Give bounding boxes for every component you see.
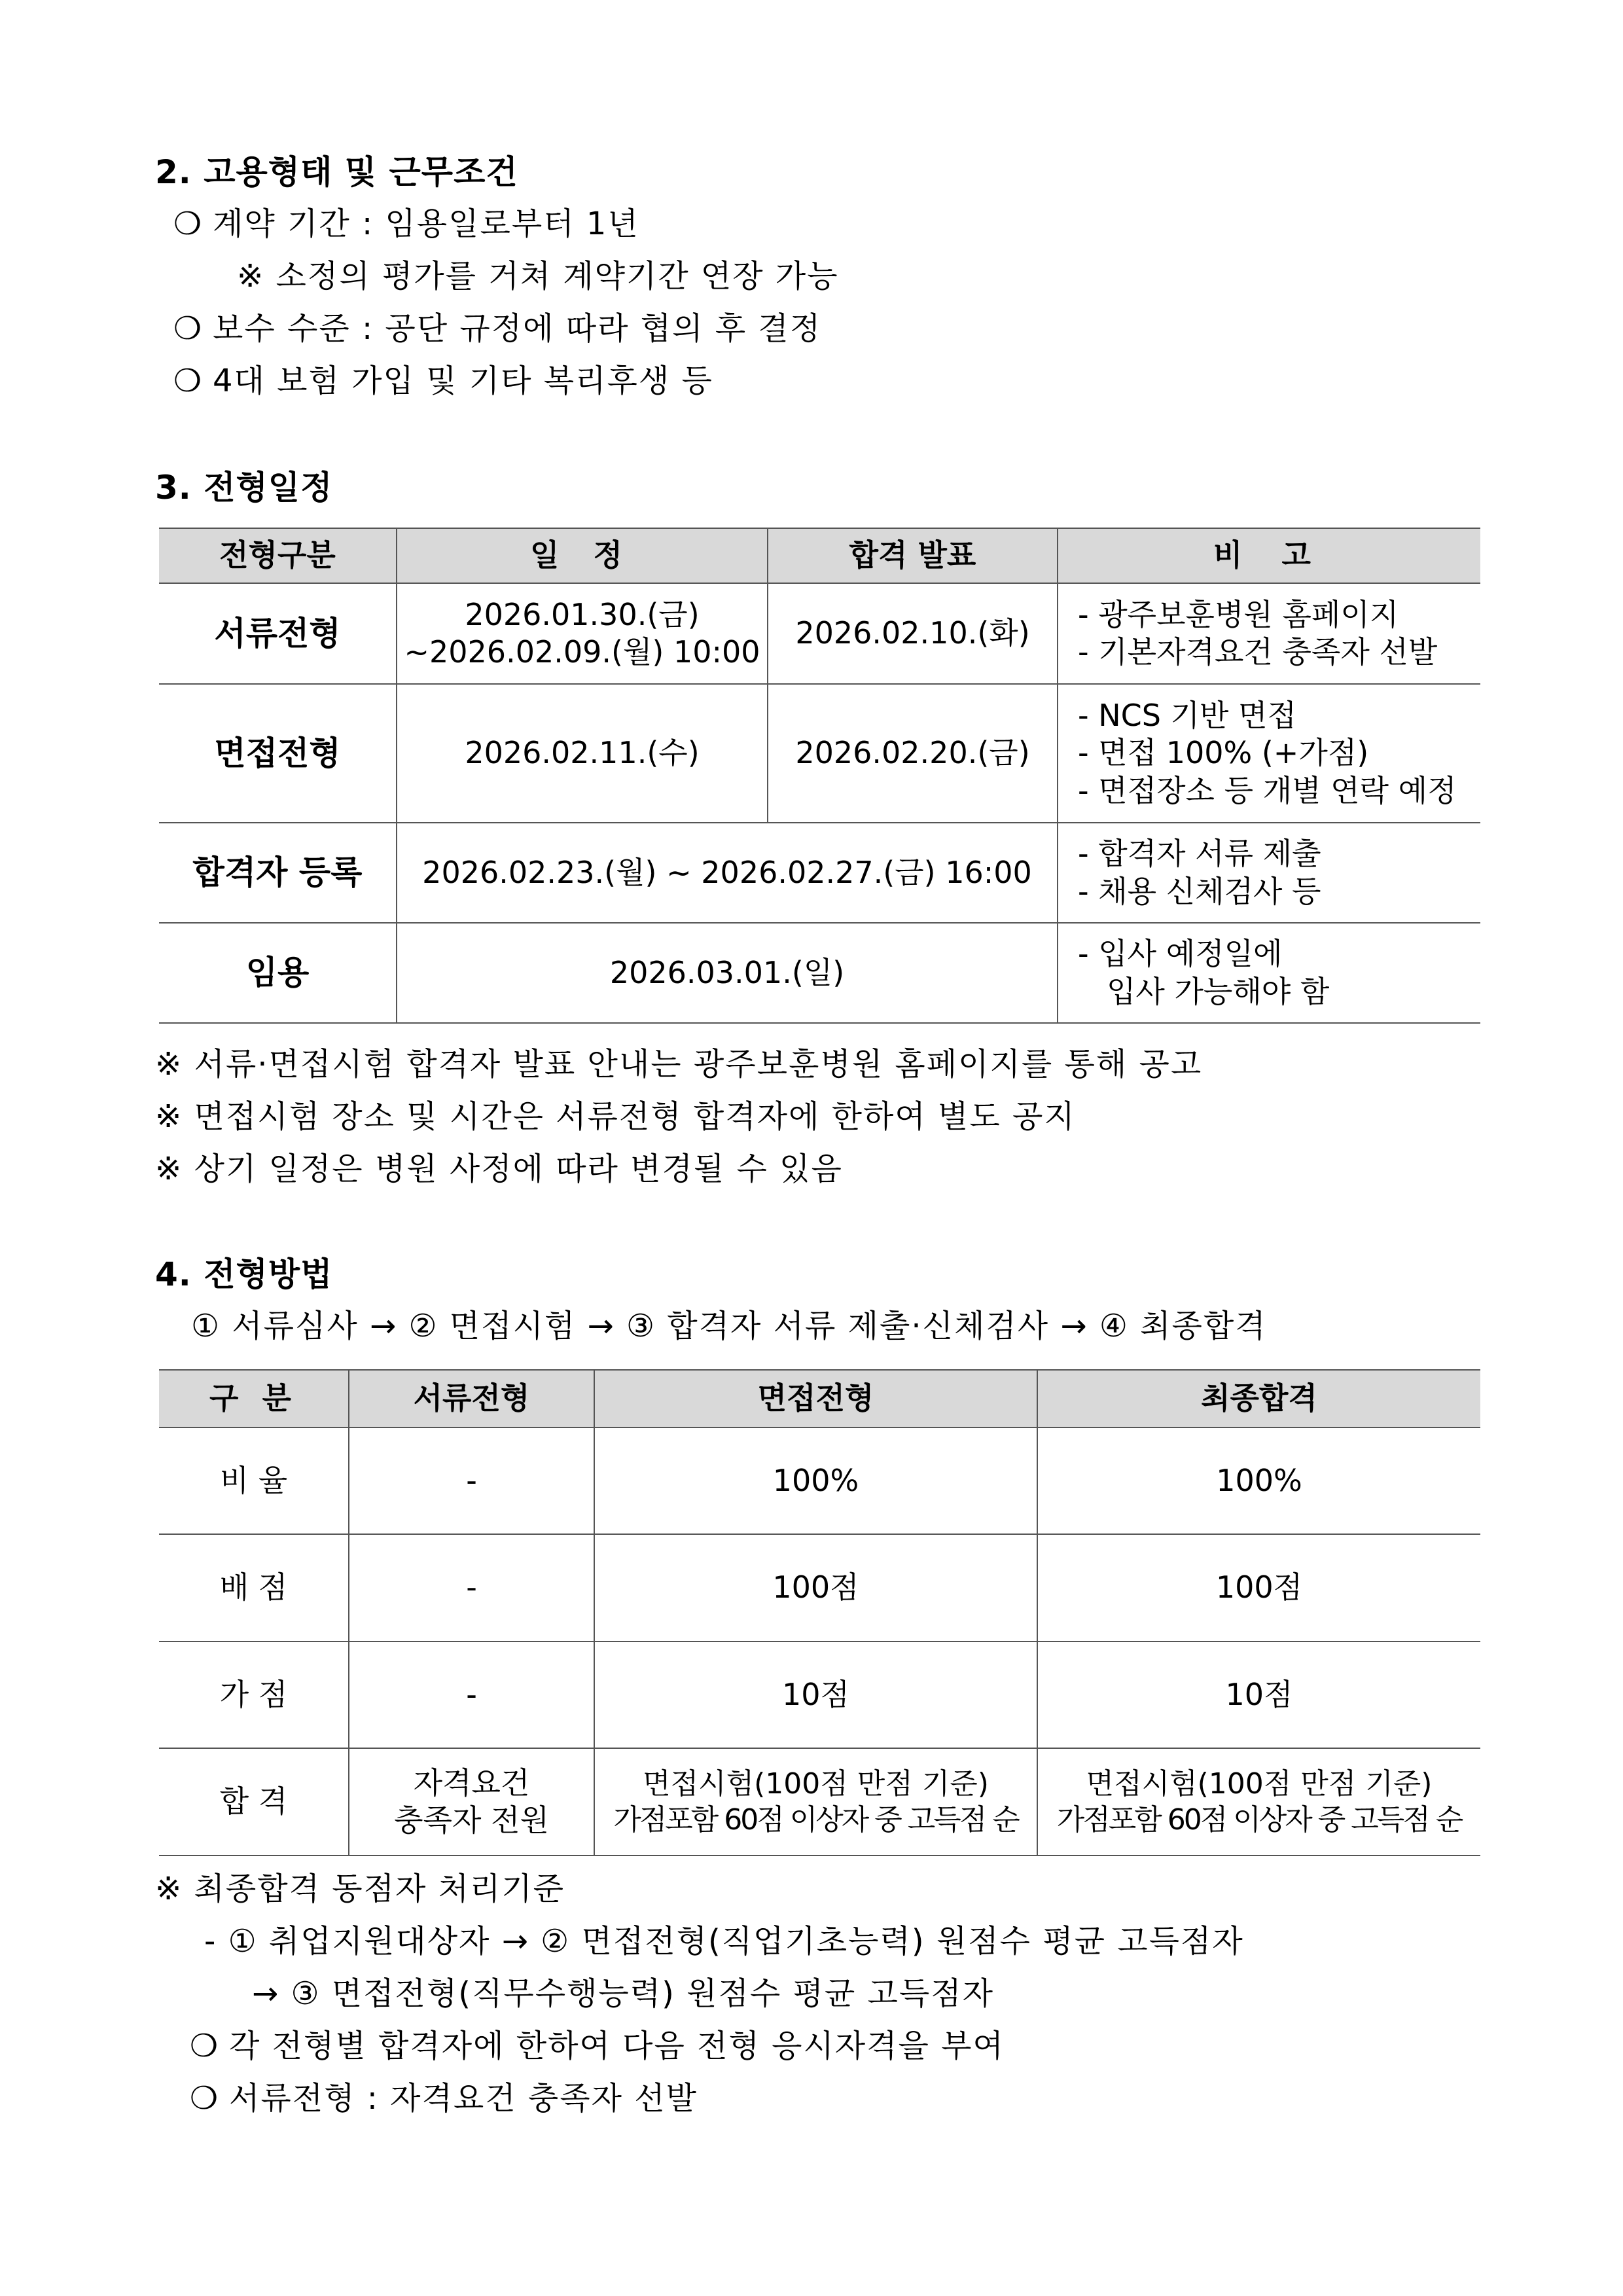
announce-cell: 2026.02.20.(금) [768,684,1058,823]
schedule-footnote: ※ 서류·면접시험 합격자 발표 안내는 광주보훈병원 홈페이지를 통해 공고 [155,1046,1203,1083]
table-row [159,684,1480,823]
note-line: - 면접 100% (+가점) [1078,735,1369,771]
schedule-line: 2026.01.30.(금) [465,596,700,632]
schedule-cell: 2026.03.01.(일) [397,923,1058,1023]
schedule-cell [397,583,768,684]
table-row [159,1427,1480,1534]
row-label: 비 율 [159,1427,349,1534]
doc-cell [349,1748,594,1856]
cell-line: 면접시험(100점 만점 기준) [643,1767,989,1801]
salary-text: 보수 수준 : 공단 규정에 따라 협의 후 결정 [213,310,822,347]
circle-bullet-icon: ❍ [173,310,204,347]
doc-cell: - [349,1427,594,1534]
row-label: 가 점 [159,1641,349,1748]
final-cell [1037,1748,1480,1856]
note-cell [1058,583,1480,684]
schedule-cell: 2026.02.23.(월) ~ 2026.02.27.(금) 16:00 [397,823,1058,923]
note-cell [1058,823,1480,923]
table-row [159,583,1480,684]
tie-rule: → ③ 면접전형(직무수행능력) 원점수 평균 고득점자 [252,1975,994,2012]
bullet-text: 각 전형별 합격자에 한하여 다음 전형 응시자격을 부여 [229,2028,1005,2064]
note-line: - 기본자격요건 충족자 선발 [1078,634,1438,670]
method-table [159,1369,1480,1856]
col-header: 비 고 [1058,528,1480,583]
section-4-heading: 4. 전형방법 [155,1255,333,1293]
schedule-footnote: ※ 상기 일정은 병원 사정에 따라 변경될 수 있음 [155,1151,843,1187]
note-line: - NCS 기반 면접 [1078,697,1296,733]
final-cell: 10점 [1037,1641,1480,1748]
col-header: 최종합격 [1037,1370,1480,1427]
col-header: 합격 발표 [768,528,1058,583]
note-line: - 면접장소 등 개별 연락 예정 [1078,772,1457,808]
table-row [159,1748,1480,1856]
selection-flow: ① 서류심사 → ② 면접시험 → ③ 합격자 서류 제출·신체검사 → ④ 최종합격 [191,1308,1267,1344]
announce-cell: 2026.02.10.(화) [768,583,1058,684]
interview-cell: 100점 [594,1534,1037,1641]
schedule-footnote: ※ 면접시험 장소 및 시간은 서류전형 합격자에 한하여 별도 공지 [155,1098,1076,1135]
tie-note: ※ 최종합격 동점자 처리기준 [155,1871,565,1907]
benefits-text: 4대 보험 가입 및 기타 복리후생 등 [213,363,713,399]
table-row [159,1534,1480,1641]
method-bullet-item [190,2030,1005,2062]
note-line: - 입사 예정일에 [1078,936,1283,971]
interview-cell: 100% [594,1427,1037,1534]
contract-period-text: 계약 기간 : 임용일로부터 1년 [213,206,639,242]
stage-cell: 서류전형 [159,583,397,684]
tie-rule: - ① 취업지원대상자 → ② 면접전형(직업기초능력) 원점수 평균 고득점자 [204,1923,1244,1960]
cell-line: 자격요건 [413,1765,530,1801]
contract-extension-note: ※ 소정의 평가를 거쳐 계약기간 연장 가능 [237,258,839,295]
stage-cell: 임용 [159,923,397,1023]
cell-line: 충족자 전원 [394,1803,549,1838]
schedule-line: ~2026.02.09.(월) 10:00 [404,634,760,670]
circle-bullet-icon: ❍ [190,2028,220,2064]
col-header: 구 분 [159,1370,349,1427]
bullet-text: 서류전형 : 자격요건 충족자 선발 [229,2080,698,2117]
row-label: 배 점 [159,1534,349,1641]
stage-cell: 합격자 등록 [159,823,397,923]
table-header-row [159,1370,1480,1427]
stage-cell: 면접전형 [159,684,397,823]
circle-bullet-icon: ❍ [190,2080,220,2117]
cell-line: 가점포함 60점 이상자 중 고득점 순 [613,1803,1018,1837]
method-bullet-item [190,2080,698,2117]
circle-bullet-icon: ❍ [173,206,204,242]
note-line: 입사 가능해야 함 [1107,973,1330,1009]
cell-line: 면접시험(100점 만점 기준) [1086,1767,1433,1801]
col-header: 전형구분 [159,528,397,583]
final-cell: 100점 [1037,1534,1480,1641]
section-2-heading: 2. 고용형태 및 근무조건 [155,153,518,191]
note-line: - 합격자 서류 제출 [1078,836,1321,871]
section-3-heading: 3. 전형일정 [155,469,333,507]
note-line: - 광주보훈병원 홈페이지 [1078,596,1399,632]
final-cell: 100% [1037,1427,1480,1534]
doc-cell: - [349,1534,594,1641]
row-label: 합 격 [159,1748,349,1856]
table-row [159,923,1480,1023]
interview-cell: 10점 [594,1641,1037,1748]
table-row [159,823,1480,923]
doc-cell: - [349,1641,594,1748]
note-cell [1058,684,1480,823]
employment-item [173,208,639,240]
table-header-row [159,528,1480,583]
interview-cell [594,1748,1037,1856]
employment-item [173,365,713,397]
cell-line: 가점포함 60점 이상자 중 고득점 순 [1056,1803,1462,1837]
schedule-cell: 2026.02.11.(수) [397,684,768,823]
note-line: - 채용 신체검사 등 [1078,873,1321,909]
col-header: 면접전형 [594,1370,1037,1427]
schedule-table [159,528,1480,1024]
col-header: 서류전형 [349,1370,594,1427]
circle-bullet-icon: ❍ [173,363,204,399]
table-row [159,1641,1480,1748]
col-header: 일 정 [397,528,768,583]
note-cell [1058,923,1480,1023]
employment-item [173,310,822,347]
